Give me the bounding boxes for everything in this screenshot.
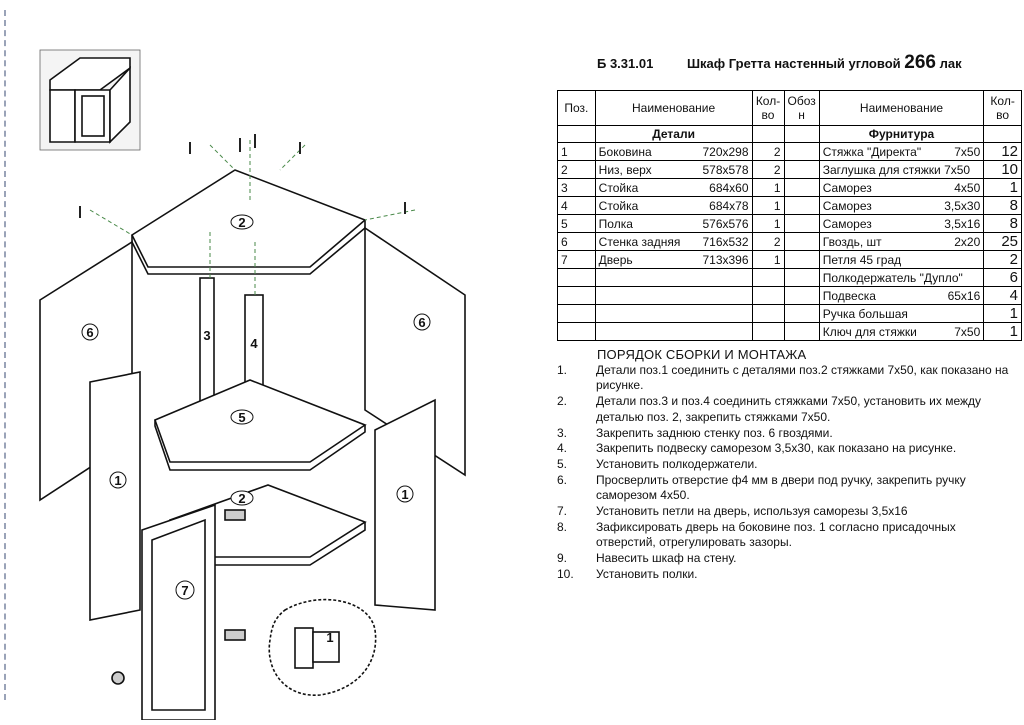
part-pos-cell	[558, 305, 596, 323]
hardware-name: Ключ для стяжки	[822, 324, 917, 339]
part-name: Дверь	[598, 252, 633, 267]
part-qty-cell	[752, 305, 784, 323]
part-qty-cell	[752, 287, 784, 305]
hardware-qty-cell: 2	[984, 251, 1022, 269]
part-size: 720x298	[702, 144, 749, 159]
part-size: 578x578	[702, 162, 749, 177]
hardware-name-cell	[819, 143, 984, 161]
step-number: 2.	[557, 394, 568, 409]
door-panel	[142, 505, 215, 720]
label-door	[176, 581, 194, 599]
part-designation-cell	[784, 269, 819, 287]
steps-list	[557, 363, 1017, 583]
hardware-qty-cell: 25	[984, 233, 1022, 251]
part-name-cell	[595, 305, 752, 323]
part-designation-cell	[784, 143, 819, 161]
part-pos-cell	[558, 323, 596, 341]
label-left-side	[110, 472, 126, 488]
hardware-name-cell	[819, 269, 984, 287]
header-designation: Обоз н	[784, 91, 819, 126]
part-qty-cell: 2	[752, 233, 784, 251]
part-name: Стенка задняя	[598, 234, 681, 249]
part-qty-cell: 2	[752, 161, 784, 179]
step-text: Установить петли на дверь, используя саморезы 3,5x16	[596, 504, 908, 519]
step-number: 3.	[557, 425, 568, 440]
section-row	[558, 126, 1022, 143]
step-text: Просверлить отверстие ф4 мм в двери под ручку, закрепить ручку саморезом 4x50.	[596, 472, 966, 503]
header-pos: Поз.	[558, 91, 596, 126]
instruction-step	[557, 520, 1017, 551]
part-pos-cell: 4	[558, 197, 596, 215]
hardware-name: Саморез	[822, 216, 872, 231]
part-pos-cell	[558, 287, 596, 305]
step-text: Установить полкодержатели.	[596, 456, 758, 471]
assembly-instructions	[557, 347, 1017, 583]
hardware-size: 65x16	[947, 288, 981, 303]
step-number: 7.	[557, 504, 568, 519]
part-name-cell	[595, 233, 752, 251]
hardware-name-cell	[819, 233, 984, 251]
hardware-name: Полкодержатель "Дупло"	[822, 270, 963, 285]
table-row	[558, 179, 1022, 197]
title-suffix: лак	[939, 56, 962, 71]
hardware-name-cell	[819, 161, 984, 179]
svg-text:6: 6	[418, 315, 426, 330]
svg-text:1: 1	[326, 630, 334, 645]
instructions-heading: ПОРЯДОК СБОРКИ И МОНТАЖА	[597, 347, 807, 362]
hardware-qty-cell: 4	[984, 287, 1022, 305]
part-designation-cell	[784, 305, 819, 323]
part-qty-cell: 2	[752, 143, 784, 161]
hardware-size: 3,5x16	[944, 216, 981, 231]
table-row	[558, 161, 1022, 179]
hardware-qty-cell: 1	[984, 305, 1022, 323]
shelf-panel	[155, 380, 365, 462]
document-code: Б 3.31.01	[597, 56, 654, 71]
instruction-step	[557, 363, 1017, 394]
hardware-name-cell	[819, 287, 984, 305]
part-pos-cell	[558, 269, 596, 287]
part-qty-cell	[752, 269, 784, 287]
part-designation-cell	[784, 179, 819, 197]
section-hardware: Фурнитура	[819, 126, 984, 143]
label-right-back	[414, 314, 430, 330]
header-qty: Кол- во	[752, 91, 784, 126]
table-row	[558, 323, 1022, 341]
table-row	[558, 287, 1022, 305]
hardware-qty-cell: 12	[984, 143, 1022, 161]
hardware-qty-cell: 10	[984, 161, 1022, 179]
step-number: 4.	[557, 441, 568, 456]
hardware-name: Стяжка "Директа"	[822, 144, 922, 159]
header-name: Наименование	[595, 91, 752, 126]
assembly-svg	[20, 30, 530, 720]
hardware-name: Ручка большая	[822, 306, 908, 321]
hardware-name: Петля 45 град	[822, 252, 902, 267]
step-number: 8.	[557, 519, 568, 534]
table-row	[558, 197, 1022, 215]
hardware-name: Подвеска	[822, 288, 876, 303]
svg-text:1: 1	[114, 473, 122, 488]
label-post-3	[203, 328, 210, 343]
instruction-step	[557, 441, 1017, 457]
svg-text:5: 5	[238, 410, 246, 425]
instruction-step	[557, 567, 1017, 583]
part-designation-cell	[784, 251, 819, 269]
step-number: 5.	[557, 456, 568, 471]
part-name: Низ, верх	[598, 162, 652, 177]
table-row	[558, 215, 1022, 233]
label-post-4	[250, 336, 258, 351]
part-qty-cell	[752, 323, 784, 341]
hardware-qty-cell: 8	[984, 215, 1022, 233]
hardware-qty-cell: 6	[984, 269, 1022, 287]
spec-table	[557, 90, 1022, 341]
part-size: 684x78	[709, 198, 749, 213]
instruction-step	[557, 551, 1017, 567]
svg-text:2: 2	[238, 491, 246, 506]
part-name-cell	[595, 215, 752, 233]
step-number: 1.	[557, 362, 568, 377]
part-size: 716x532	[702, 234, 749, 249]
instruction-step	[557, 473, 1017, 504]
hardware-name-cell	[819, 251, 984, 269]
part-pos-cell: 1	[558, 143, 596, 161]
part-name-cell	[595, 323, 752, 341]
part-pos-cell: 2	[558, 161, 596, 179]
part-name-cell	[595, 143, 752, 161]
step-text: Установить полки.	[596, 566, 698, 581]
hardware-size: 3,5x30	[944, 198, 981, 213]
instruction-step	[557, 457, 1017, 473]
hardware-size: 7x50	[954, 324, 981, 339]
hardware-name-cell	[819, 197, 984, 215]
part-name: Стойка	[598, 198, 639, 213]
hardware-name: Заглушка для стяжки 7x50	[822, 162, 971, 177]
hardware-name: Саморез	[822, 198, 872, 213]
hardware-name-cell	[819, 305, 984, 323]
svg-text:6: 6	[86, 325, 94, 340]
table-header-row	[558, 91, 1022, 126]
hardware-qty-cell: 1	[984, 323, 1022, 341]
part-pos-cell: 6	[558, 233, 596, 251]
header-name-hardware: Наименование	[819, 91, 984, 126]
step-number: 6.	[557, 472, 568, 487]
table-row	[558, 251, 1022, 269]
part-qty-cell: 1	[752, 179, 784, 197]
label-right-side	[397, 486, 413, 502]
hardware-name-cell	[819, 323, 984, 341]
part-name-cell	[595, 251, 752, 269]
step-number: 9.	[557, 551, 568, 566]
part-name: Полка	[598, 216, 633, 231]
table-row	[558, 305, 1022, 323]
hardware-name: Гвоздь, шт	[822, 234, 882, 249]
assembly-drawing	[20, 30, 530, 720]
instruction-step	[557, 394, 1017, 425]
hardware-name: Саморез	[822, 180, 872, 195]
part-name-cell	[595, 197, 752, 215]
label-detail	[326, 630, 333, 645]
part-designation-cell	[784, 233, 819, 251]
hardware-size: 4x50	[954, 180, 981, 195]
table-row	[558, 269, 1022, 287]
title-number: 266	[904, 52, 936, 73]
part-pos-cell: 5	[558, 215, 596, 233]
part-name-cell	[595, 179, 752, 197]
binding-edge	[4, 10, 12, 700]
table-row	[558, 233, 1022, 251]
svg-text:4: 4	[250, 336, 258, 351]
svg-text:2: 2	[238, 215, 246, 230]
hardware-qty-cell: 1	[984, 179, 1022, 197]
instruction-step	[557, 504, 1017, 520]
part-pos-cell: 7	[558, 251, 596, 269]
hardware-name-cell	[819, 215, 984, 233]
preview-cabinet	[40, 50, 140, 150]
part-designation-cell	[784, 197, 819, 215]
hardware-name-cell	[819, 179, 984, 197]
step-text: Зафиксировать дверь на боковине поз. 1 согласно присадочных отверстий, отрегулировать зазоры.	[596, 519, 956, 550]
step-number: 10.	[557, 566, 574, 581]
part-pos-cell: 3	[558, 179, 596, 197]
step-text: Навесить шкаф на стену.	[596, 551, 737, 566]
svg-text:1: 1	[401, 487, 409, 502]
part-designation-cell	[784, 323, 819, 341]
part-size: 576x576	[702, 216, 749, 231]
step-text: Закрепить подвеску саморезом 3,5x30, как показано на рисунке.	[596, 441, 957, 456]
document-title	[597, 52, 962, 74]
part-name-cell	[595, 287, 752, 305]
part-designation-cell	[784, 215, 819, 233]
left-side-panel	[90, 372, 140, 620]
svg-text:7: 7	[181, 583, 189, 598]
header-qty-hardware: Кол- во	[984, 91, 1022, 126]
step-text: Детали поз.3 и поз.4 соединить стяжками 7x50, установить их между деталью поз. 2, закрепить стяжками 7x50.	[596, 394, 982, 424]
section-parts: Детали	[595, 126, 752, 143]
part-designation-cell	[784, 161, 819, 179]
label-left-back	[82, 324, 98, 340]
part-name-cell	[595, 269, 752, 287]
part-size: 713x396	[702, 252, 749, 267]
table-row	[558, 143, 1022, 161]
instruction-step	[557, 426, 1017, 442]
hardware-size: 2x20	[954, 234, 981, 249]
title-text: Шкаф Гретта настенный угловой	[686, 56, 901, 71]
step-text: Закрепить заднюю стенку поз. 6 гвоздями.	[596, 425, 833, 440]
svg-text:3: 3	[203, 328, 211, 343]
part-name: Стойка	[598, 180, 639, 195]
part-name-cell	[595, 161, 752, 179]
hardware-qty-cell: 8	[984, 197, 1022, 215]
right-side-panel	[375, 400, 435, 610]
part-qty-cell: 1	[752, 251, 784, 269]
part-name: Боковина	[598, 144, 652, 159]
part-size: 684x60	[709, 180, 749, 195]
step-text: Детали поз.1 соединить с деталями поз.2 стяжками 7x50, как показано на рисунке.	[596, 362, 1009, 393]
part-qty-cell: 1	[752, 197, 784, 215]
part-designation-cell	[784, 287, 819, 305]
hardware-size: 7x50	[954, 144, 981, 159]
part-qty-cell: 1	[752, 215, 784, 233]
